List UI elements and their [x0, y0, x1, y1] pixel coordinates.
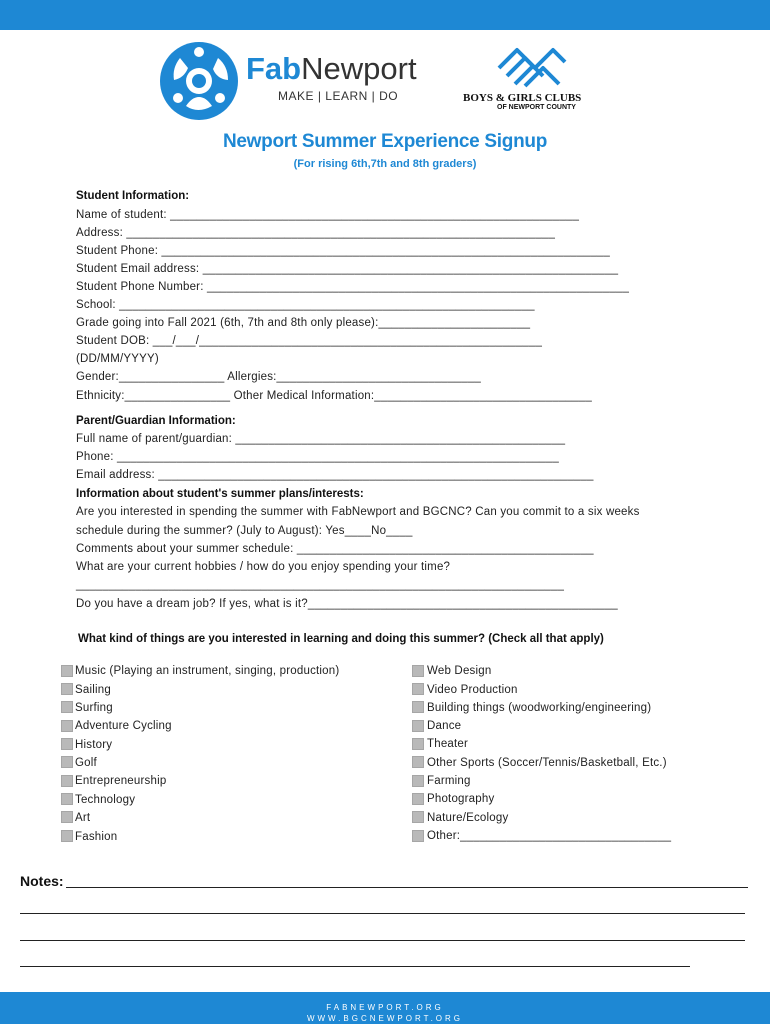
checkbox-surfing[interactable] [61, 701, 73, 713]
checkbox-other-sports[interactable] [412, 756, 424, 768]
footer-bgcnewport-link[interactable]: WWW.BGCNEWPORT.ORG [306, 1014, 464, 1023]
checkbox-farming[interactable] [412, 775, 424, 787]
student-phone-field[interactable]: Student Phone: ____________________________________________________________________ [76, 245, 610, 257]
student-info-heading: Student Information: [76, 190, 190, 202]
grade-field[interactable]: Grade going into Fall 2021 (6th, 7th and 8th only please):_______________________ [76, 317, 531, 329]
interests-heading: What kind of things are you interested in learning and doing this summer? (Check all that apply) [78, 633, 604, 645]
checkbox-label: Farming [427, 775, 471, 787]
parent-email-field[interactable]: Email address: __________________________________________________________________ [76, 469, 594, 481]
dob-format-hint: (DD/MM/YYYY) [76, 353, 159, 365]
checkbox-label: Entrepreneurship [75, 775, 167, 787]
hobbies-question: What are your current hobbies / how do you enjoy spending your time? [76, 561, 451, 573]
checkbox-label: Sailing [75, 684, 111, 696]
bgc-subtitle: OF NEWPORT COUNTY [497, 104, 576, 111]
dob-field[interactable]: Student DOB: ___/___/____________________________________________________ [76, 335, 543, 347]
notes-line[interactable] [20, 966, 690, 967]
checkbox-history[interactable] [61, 738, 73, 750]
page-title: Newport Summer Experience Signup [222, 131, 548, 152]
student-phone-number-field[interactable]: Student Phone Number: ________________________________________________________________ [76, 281, 630, 293]
dream-job-field[interactable]: Do you have a dream job? If yes, what is it?_______________________________________________ [76, 598, 618, 610]
gender-allergies-field[interactable]: Gender:________________ Allergies:_______________________________ [76, 371, 482, 383]
ethnicity-medical-field[interactable]: Ethnicity:________________ Other Medical Information:_________________________________ [76, 390, 592, 402]
checkbox-technology[interactable] [61, 793, 73, 805]
checkbox-sailing[interactable] [61, 683, 73, 695]
checkbox-label: Art [75, 812, 91, 824]
checkbox-label: Other Sports (Soccer/Tennis/Basketball, Etc.) [427, 757, 667, 769]
checkbox-label: Music (Playing an instrument, singing, production) [75, 665, 340, 677]
notes-line[interactable] [20, 913, 745, 914]
checkbox-label: Dance [427, 720, 462, 732]
checkbox-golf[interactable] [61, 756, 73, 768]
checkbox-label: Fashion [75, 831, 118, 843]
brand-fab: Fab [246, 51, 302, 86]
fabnewport-wordmark [246, 52, 417, 86]
checkbox-label: Nature/Ecology [427, 812, 509, 824]
schedule-comments-field[interactable]: Comments about your summer schedule: _____________________________________________ [76, 543, 594, 555]
checkbox-fashion[interactable] [61, 830, 73, 842]
schedule-yes-no-field[interactable]: schedule during the summer? (July to August): Yes____No____ [76, 525, 413, 537]
notes-line[interactable] [66, 887, 748, 888]
checkbox-entrepreneurship[interactable] [61, 775, 73, 787]
checkbox-photography[interactable] [412, 793, 424, 805]
checkbox-theater[interactable] [412, 738, 424, 750]
checkbox-label: Technology [75, 794, 136, 806]
parent-name-field[interactable]: Full name of parent/guardian: __________________________________________________ [76, 433, 566, 445]
student-email-field[interactable]: Student Email address: _______________________________________________________________ [76, 263, 619, 275]
checkbox-label: Golf [75, 757, 97, 769]
top-banner [0, 0, 770, 30]
school-field[interactable]: School: _______________________________________________________________ [76, 299, 535, 311]
checkbox-dance[interactable] [412, 720, 424, 732]
checkbox-adventure-cycling[interactable] [61, 720, 73, 732]
checkbox-art[interactable] [61, 811, 73, 823]
boys-girls-clubs-logo-icon [493, 38, 571, 92]
checkbox-web-design[interactable] [412, 665, 424, 677]
checkbox-label: Theater [427, 738, 469, 750]
hobbies-field[interactable]: __________________________________________________________________________ [76, 579, 565, 591]
footer-fabnewport-link[interactable]: FABNEWPORT.ORG [326, 1003, 444, 1012]
checkbox-label: Surfing [75, 702, 113, 714]
checkbox-label: Other:________________________________ [427, 830, 672, 842]
checkbox-label: Building things (woodworking/engineering) [427, 702, 652, 714]
checkbox-label: History [75, 739, 113, 751]
student-name-field[interactable]: Name of student: ______________________________________________________________ [76, 209, 580, 221]
checkbox-label: Video Production [427, 684, 518, 696]
brand-newport: Newport [301, 51, 417, 86]
checkbox-label: Photography [427, 793, 495, 805]
fabnewport-tagline: MAKE | LEARN | DO [278, 89, 399, 103]
address-field[interactable]: Address: _________________________________________________________________ [76, 227, 556, 239]
page-subtitle: (For rising 6th,7th and 8th graders) [293, 158, 477, 170]
checkbox-other[interactable] [412, 830, 424, 842]
parent-info-heading: Parent/Guardian Information: [76, 415, 236, 427]
commit-question: Are you interested in spending the summer with FabNewport and BGCNC? Can you commit to a six weeks [76, 506, 640, 518]
checkbox-music[interactable] [61, 665, 73, 677]
notes-label: Notes: [20, 873, 64, 889]
checkbox-label: Adventure Cycling [75, 720, 172, 732]
checkbox-building-things[interactable] [412, 701, 424, 713]
notes-line[interactable] [20, 940, 745, 941]
checkbox-label: Web Design [427, 665, 492, 677]
fabnewport-logo-icon [158, 40, 240, 122]
checkbox-video-production[interactable] [412, 683, 424, 695]
checkbox-nature-ecology[interactable] [412, 811, 424, 823]
bgc-name: BOYS & GIRLS CLUBS [463, 92, 582, 104]
plans-heading: Information about student's summer plans/interests: [76, 488, 364, 500]
parent-phone-field[interactable]: Phone: ___________________________________________________________________ [76, 451, 559, 463]
